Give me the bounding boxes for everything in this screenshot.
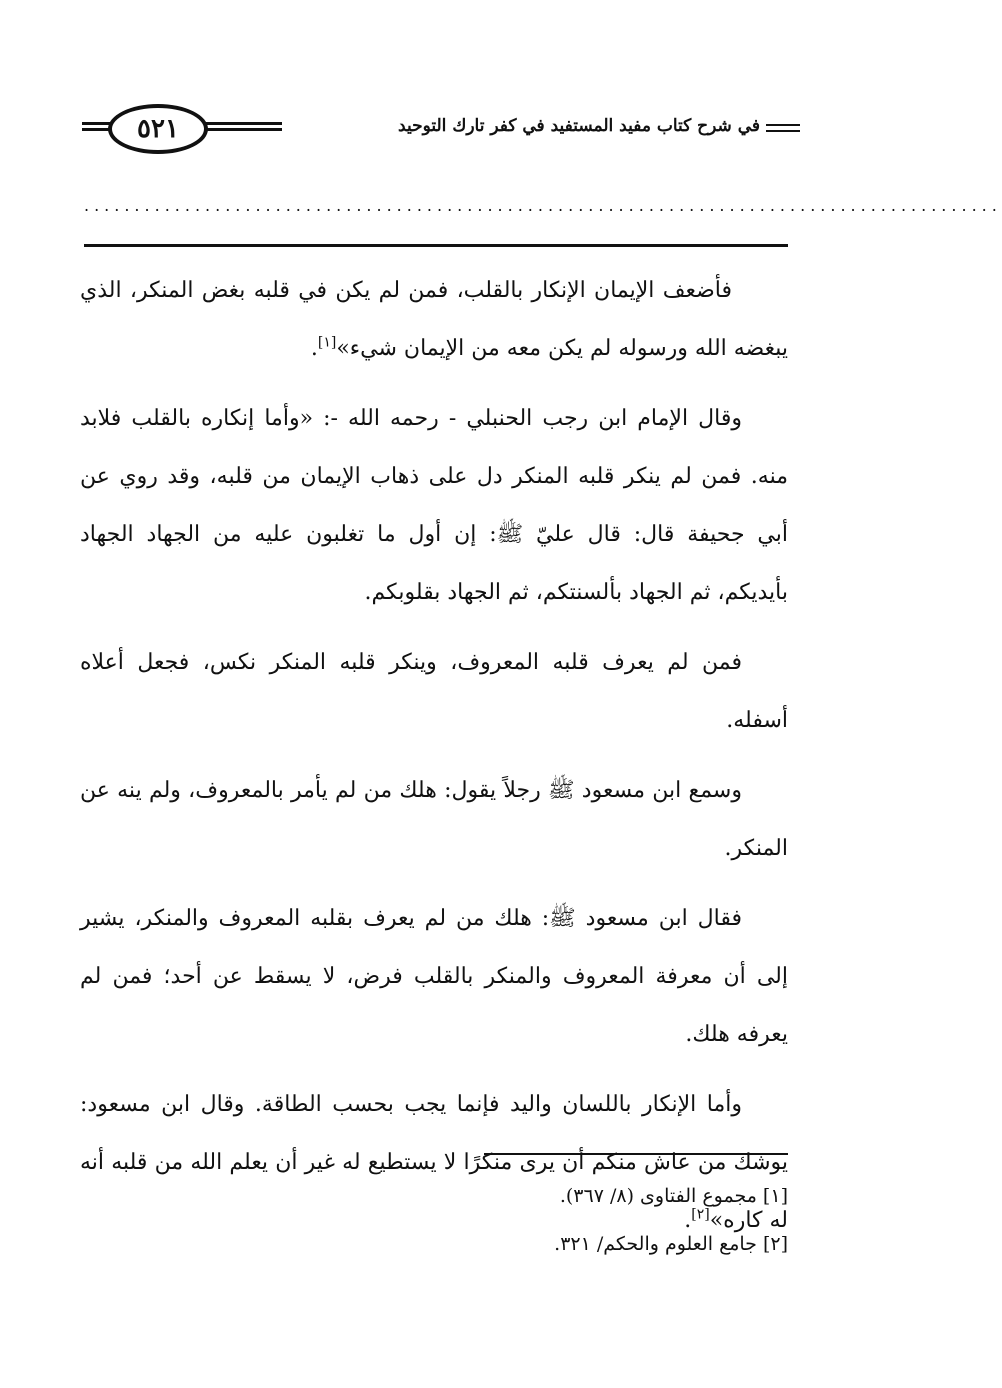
paragraph-3 <box>80 634 788 750</box>
paragraph-2-text: وقال الإمام ابن رجب الحنبلي - رحمه الله -: «وأما إنكاره بالقلب فلابد منه. فمن لم ينكر قلبه المنكر دل على ذهاب الإيمان من قلبه، وقد روي عن أبي جحيفة قال: قال عليّ ﷺ: إن أول ما تغلبون عليه من الجهاد الجهاد بأيديكم، ثم الجهاد بألسنتكم، ثم الجهاد بقلوبكم. <box>80 406 788 605</box>
page-number-rule-right <box>204 122 282 131</box>
paragraph-2 <box>80 390 788 622</box>
header-divider <box>84 244 788 247</box>
footnote-ref-2[interactable]: [٢] <box>691 1206 710 1223</box>
running-title: في شرح كتاب مفيد المستفيد في كفر تارك التوحيد <box>398 116 760 136</box>
paragraph-1-text: فأضعف الإيمان الإنكار بالقلب، فمن لم يكن في قلبه بغض المنكر، الذي يبغضه الله ورسوله لم يكن معه من الإيمان شيء» <box>80 278 788 361</box>
paragraph-4 <box>80 762 788 878</box>
paragraph-3-text: فمن لم يعرف قلبه المعروف، وينكر قلبه المنكر نكس، فجعل أعلاه أسفله. <box>80 650 788 733</box>
paragraph-5 <box>80 890 788 1064</box>
footnote-2: [٢] جامع العلوم والحكم/ ٣٢١. <box>554 1233 788 1255</box>
paragraph-6-end: . <box>684 1208 692 1233</box>
paragraph-5-text: فقال ابن مسعود ﷺ: هلك من لم يعرف بقلبه المعروف والمنكر، يشير إلى أن معرفة المعروف والمنكر بالقلب فرض، لا يسقط عن أحد؛ فمن لم يعرفه هلك. <box>80 906 788 1047</box>
footnote-ref-1[interactable]: [١] <box>317 334 337 351</box>
dotted-separator: ........................................................................................... <box>84 196 1002 215</box>
footnotes <box>300 1172 788 1268</box>
main-text <box>80 262 788 1262</box>
paragraph-4-text: وسمع ابن مسعود ﷺ رجلاً يقول: هلك من لم يأمر بالمعروف، ولم ينه عن المنكر. <box>80 778 788 861</box>
footnote-1: [١] مجموع الفتاوى (٨/ ٣٦٧). <box>559 1185 788 1207</box>
page-header <box>60 92 800 172</box>
paragraph-6-text: وأما الإنكار باللسان واليد فإنما يجب بحسب الطاقة. وقال ابن مسعود: يوشك من عاش منكم أن يرى منكرًا لا يستطيع له غير أن يعلم الله من قلبه أنه له كاره» <box>80 1092 788 1233</box>
page-number: ٥٢١ <box>108 104 208 154</box>
footnote-divider <box>484 1153 788 1155</box>
title-rule <box>766 124 800 132</box>
paragraph-1-end: . <box>310 336 318 361</box>
paragraph-1 <box>80 262 788 378</box>
